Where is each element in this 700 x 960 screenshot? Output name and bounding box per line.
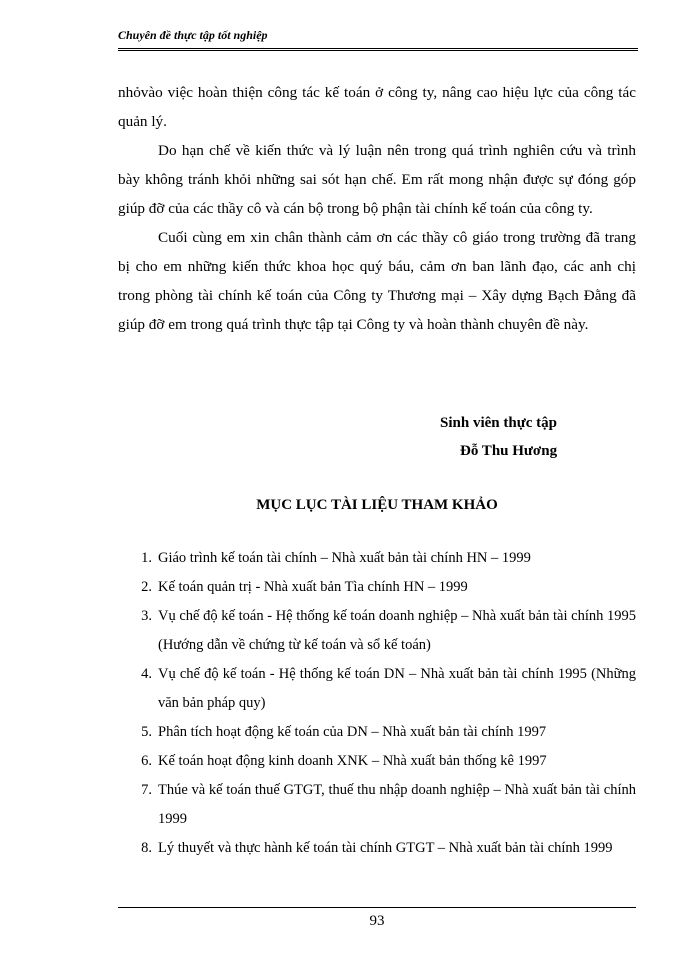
reference-number: 4.: [141, 666, 152, 682]
paragraph: nhỏvào việc hoàn thiện công tác kế toán ở công ty, nâng cao hiệu lực của công tác quản lý.: [118, 84, 636, 130]
references-title: MỤC LỤC TÀI LIỆU THAM KHẢO: [256, 497, 498, 513]
reference-item: [118, 776, 636, 834]
reference-text: Lý thuyết và thực hành kế toán tài chính GTGT – Nhà xuất bản tài chính 1999: [158, 840, 613, 856]
signature-block: [440, 409, 640, 465]
reference-number: 5.: [141, 724, 152, 740]
page-header: [118, 26, 638, 51]
reference-number: 7.: [141, 782, 152, 798]
reference-number: 6.: [141, 753, 152, 769]
reference-item: [118, 573, 636, 602]
reference-text: Giáo trình kế toán tài chính – Nhà xuất bản tài chính HN – 1999: [158, 550, 531, 566]
reference-number: 1.: [141, 550, 152, 566]
body-text: [118, 78, 636, 339]
page-number: 93: [369, 913, 385, 929]
reference-text: Thúe và kế toán thuế GTGT, thuế thu nhập doanh nghiệp – Nhà xuất bản tài chính 1999: [158, 782, 636, 827]
reference-text: Phân tích hoạt động kế toán của DN – Nhà xuất bản tài chính 1997: [158, 724, 547, 740]
reference-item: [118, 834, 636, 863]
reference-text: Vụ chế độ kế toán - Hệ thống kế toán DN – Nhà xuất bản tài chính 1995 (Những văn bản pháp quy): [158, 666, 636, 711]
signature-name: Đỗ Thu Hương: [460, 443, 558, 459]
footer-divider: [118, 907, 636, 908]
reference-item: [118, 718, 636, 747]
reference-number: 3.: [141, 608, 152, 624]
reference-item: [118, 602, 636, 660]
signature-role: Sinh viên thực tập: [440, 415, 557, 431]
reference-number: 8.: [141, 840, 152, 856]
header-title: Chuyên đề thực tập tốt nghiệp: [118, 28, 268, 42]
paragraph: Do hạn chế về kiến thức và lý luận nên trong quá trình nghiên cứu và trình bày không tránh khỏi những sai sót hạn chế. Em rất mong nhận được sự đóng góp giúp đỡ của các thầy cô và cán bộ trong bộ phận tài chính kế toán của công ty.: [118, 142, 636, 217]
reference-text: Kế toán hoạt động kinh doanh XNK – Nhà xuất bản thống kê 1997: [158, 753, 547, 769]
reference-text: Vụ chế độ kế toán - Hệ thống kế toán doanh nghiệp – Nhà xuất bản tài chính 1995 (Hướng dẫn về chứng từ kế toán và sổ kế toán): [158, 608, 636, 653]
reference-item: [118, 660, 636, 718]
references-list: [118, 544, 636, 863]
reference-item: [118, 544, 636, 573]
reference-text: Kế toán quản trị - Nhà xuất bản Tìa chính HN – 1999: [158, 579, 468, 595]
reference-item: [118, 747, 636, 776]
reference-number: 2.: [141, 579, 152, 595]
paragraph: Cuối cùng em xin chân thành cảm ơn các thầy cô giáo trong trường đã trang bị cho em những kiến thức khoa học quý báu, cảm ơn ban lãnh đạo, các anh chị trong phòng tài chính kế toán của Công ty Thương mại – Xây dựng Bạch Đằng đã giúp đỡ em trong quá trình thực tập tại Công ty và hoàn thành chuyên đề này.: [118, 229, 636, 333]
